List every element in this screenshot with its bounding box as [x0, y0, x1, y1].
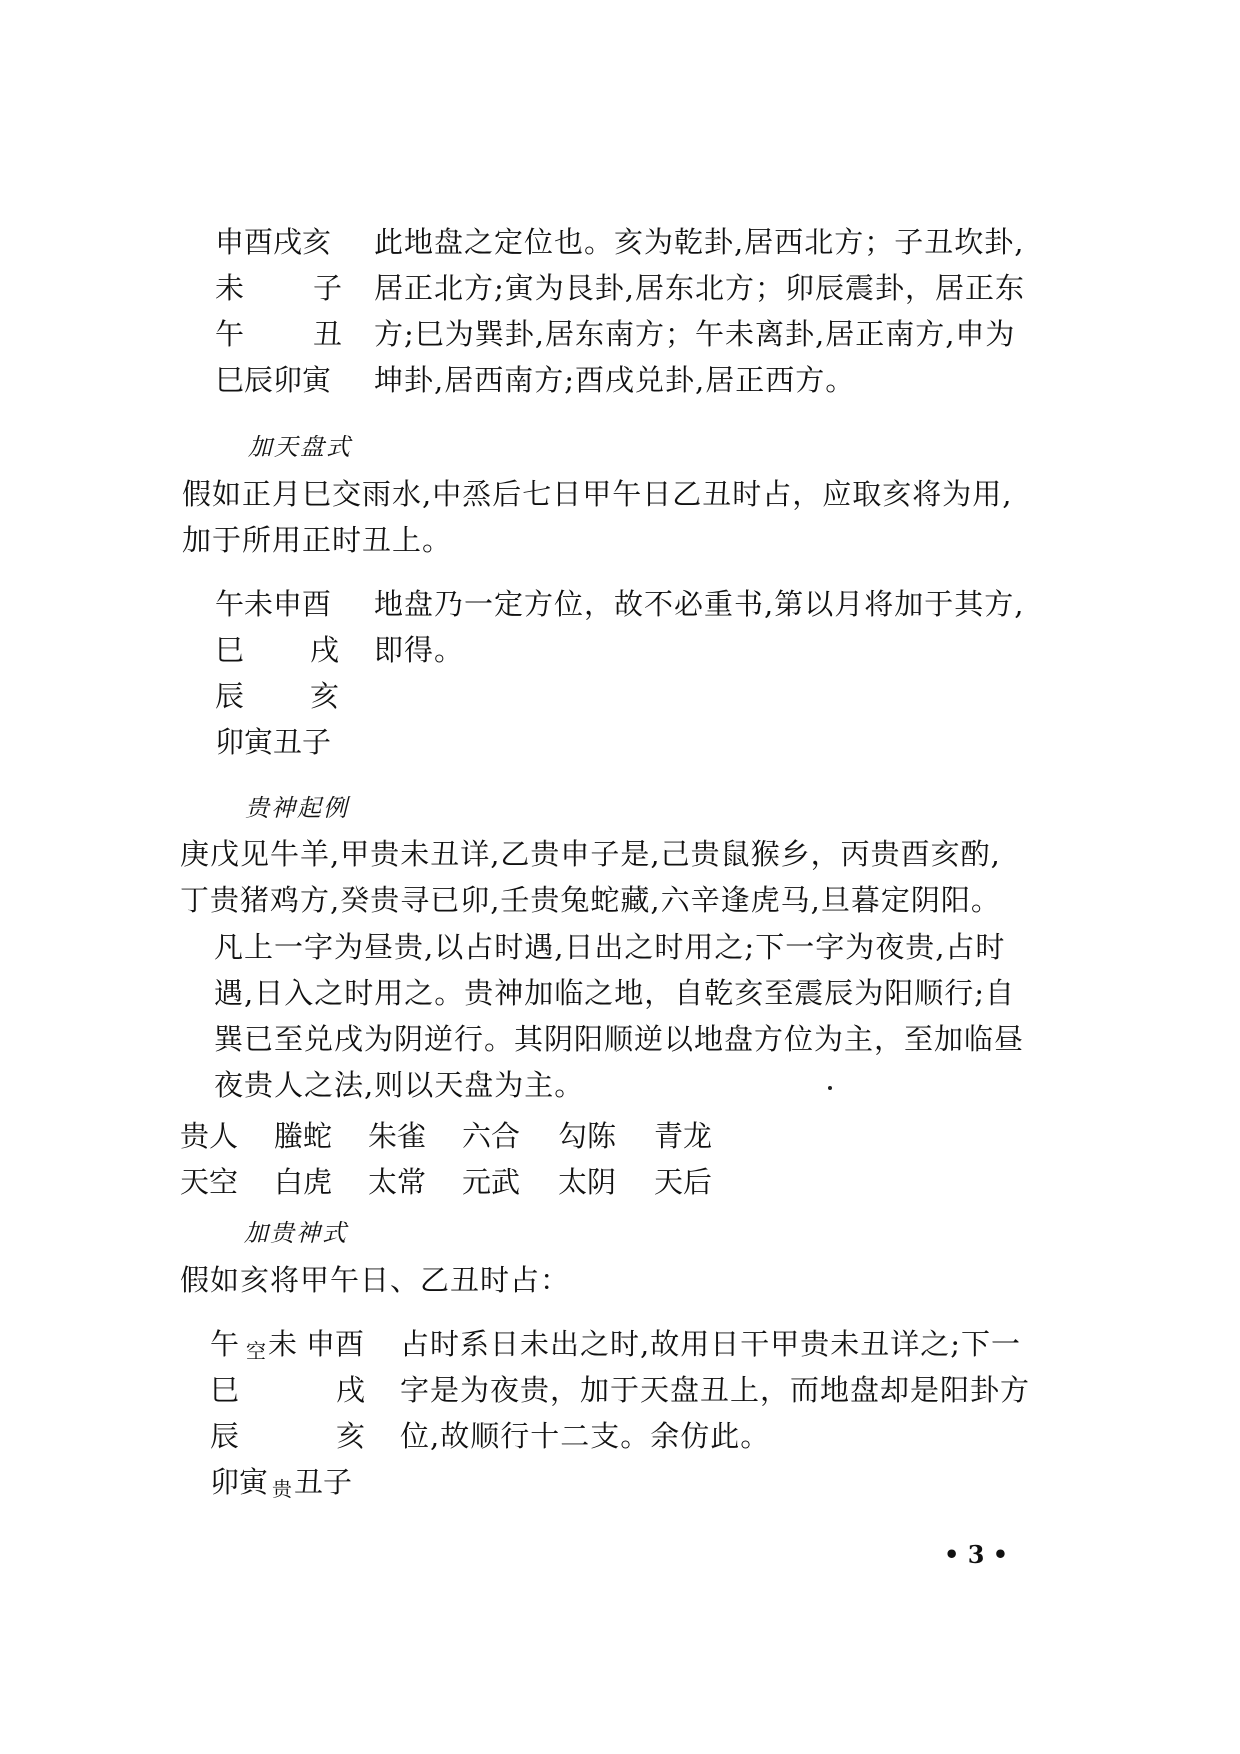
- block3-text-line: 字是为夜贵，加于天盘丑上，而地盘却是阳卦方: [400, 1373, 1031, 1407]
- verse-line: 丁贵猪鸡方,癸贵寻已卯,壬贵兔蛇藏,六辛逢虎马,旦暮定阴阳。: [180, 883, 1001, 917]
- noble-diagram-hai: 亥: [336, 1419, 366, 1453]
- earth-diagram-top: 申酉戌亥: [215, 225, 332, 259]
- god-name: 六合: [462, 1119, 521, 1153]
- god-name: 太阴: [558, 1165, 617, 1199]
- heaven-diagram-left-2: 辰: [215, 679, 245, 713]
- god-name: 勾陈: [558, 1119, 617, 1153]
- god-name: 天空: [180, 1165, 239, 1199]
- noble-diagram-kong: 空: [246, 1339, 266, 1363]
- noble-diagram-chouzi: 丑子: [294, 1465, 353, 1499]
- section-heading-noble-god: 贵神起例: [245, 794, 349, 822]
- explanation-line: 巽已至兑戌为阴逆行。其阴阳顺逆以地盘方位为主，至加临昼: [214, 1022, 1025, 1056]
- noble-diagram-si: 巳: [210, 1373, 240, 1407]
- block1-text-line: 此地盘之定位也。亥为乾卦,居西北方；子丑坎卦,: [374, 225, 1025, 259]
- earth-diagram-left-1: 未: [215, 271, 245, 305]
- god-name: 太常: [368, 1165, 427, 1199]
- god-name: 贵人: [180, 1119, 239, 1153]
- explanation-line: 凡上一字为昼贵,以占时遇,日出之时用之;下一字为夜贵,占时: [214, 930, 1006, 964]
- block1-text-line: 居正北方;寅为艮卦,居东北方；卯辰震卦，居正东: [374, 271, 1025, 305]
- god-name: 朱雀: [368, 1119, 427, 1153]
- block1-text-line: 方;巳为巽卦,居东南方；午未离卦,居正南方,申为: [374, 317, 1016, 351]
- heaven-diagram-bottom: 卯寅丑子: [215, 725, 332, 759]
- block1-text-line: 坤卦,居西南方;酉戌兑卦,居正西方。: [374, 363, 856, 397]
- earth-diagram-right-1: 子: [313, 271, 343, 305]
- earth-diagram-bottom: 巳辰卯寅: [215, 363, 332, 397]
- block3-text-line: 占时系日未出之时,故用日干甲贵未丑详之;下一: [400, 1327, 1021, 1361]
- heaven-diagram-left-1: 巳: [215, 633, 245, 667]
- section-heading-heaven-plate: 加天盘式: [248, 433, 352, 461]
- page-number: • 3 •: [944, 1540, 1009, 1569]
- section-heading-add-noble-god: 加贵神式: [244, 1219, 348, 1247]
- god-name: 螣蛇: [274, 1119, 333, 1153]
- noble-diagram-chen: 辰: [210, 1419, 240, 1453]
- god-name: 青龙: [654, 1119, 713, 1153]
- noble-diagram-shenyou: 申酉: [306, 1327, 365, 1361]
- god-name: 天后: [654, 1165, 713, 1199]
- god-name: 白虎: [274, 1165, 333, 1199]
- paragraph-line: 加于所用正时丑上。: [182, 523, 453, 557]
- explanation-line: 遇,日入之时用之。贵神加临之地，自乾亥至震辰为阳顺行;自: [214, 976, 1015, 1010]
- block2-text-line: 地盘乃一定方位，故不必重书,第以月将加于其方,: [374, 587, 1025, 621]
- block3-text-line: 位,故顺行十二支。余仿此。: [400, 1419, 771, 1453]
- verse-line: 庚戊见牛羊,甲贵未丑详,乙贵申子是,己贵鼠猴乡，丙贵酉亥酌,: [180, 837, 1001, 871]
- noble-diagram-maoyin: 卯寅: [210, 1465, 269, 1499]
- block2-text-line: 即得。: [374, 633, 465, 667]
- god-name: 元武: [462, 1165, 521, 1199]
- heaven-diagram-right-2: 亥: [310, 679, 340, 713]
- ink-speck: [828, 1086, 832, 1090]
- noble-diagram-gui: 贵: [272, 1477, 292, 1501]
- noble-diagram-xu: 戌: [336, 1373, 366, 1407]
- paragraph-line: 假如正月巳交雨水,中烝后七日甲午日乙丑时占，应取亥将为用,: [182, 477, 1013, 511]
- heaven-diagram-right-1: 戌: [310, 633, 340, 667]
- paragraph-line: 假如亥将甲午日、乙丑时占：: [180, 1263, 571, 1297]
- heaven-diagram-top: 午未申酉: [215, 587, 332, 621]
- earth-diagram-left-2: 午: [215, 317, 245, 351]
- explanation-line: 夜贵人之法,则以天盘为主。: [214, 1068, 585, 1102]
- earth-diagram-right-2: 丑: [313, 317, 343, 351]
- noble-diagram-wu: 午: [210, 1327, 240, 1361]
- noble-diagram-wei: 未: [268, 1327, 298, 1361]
